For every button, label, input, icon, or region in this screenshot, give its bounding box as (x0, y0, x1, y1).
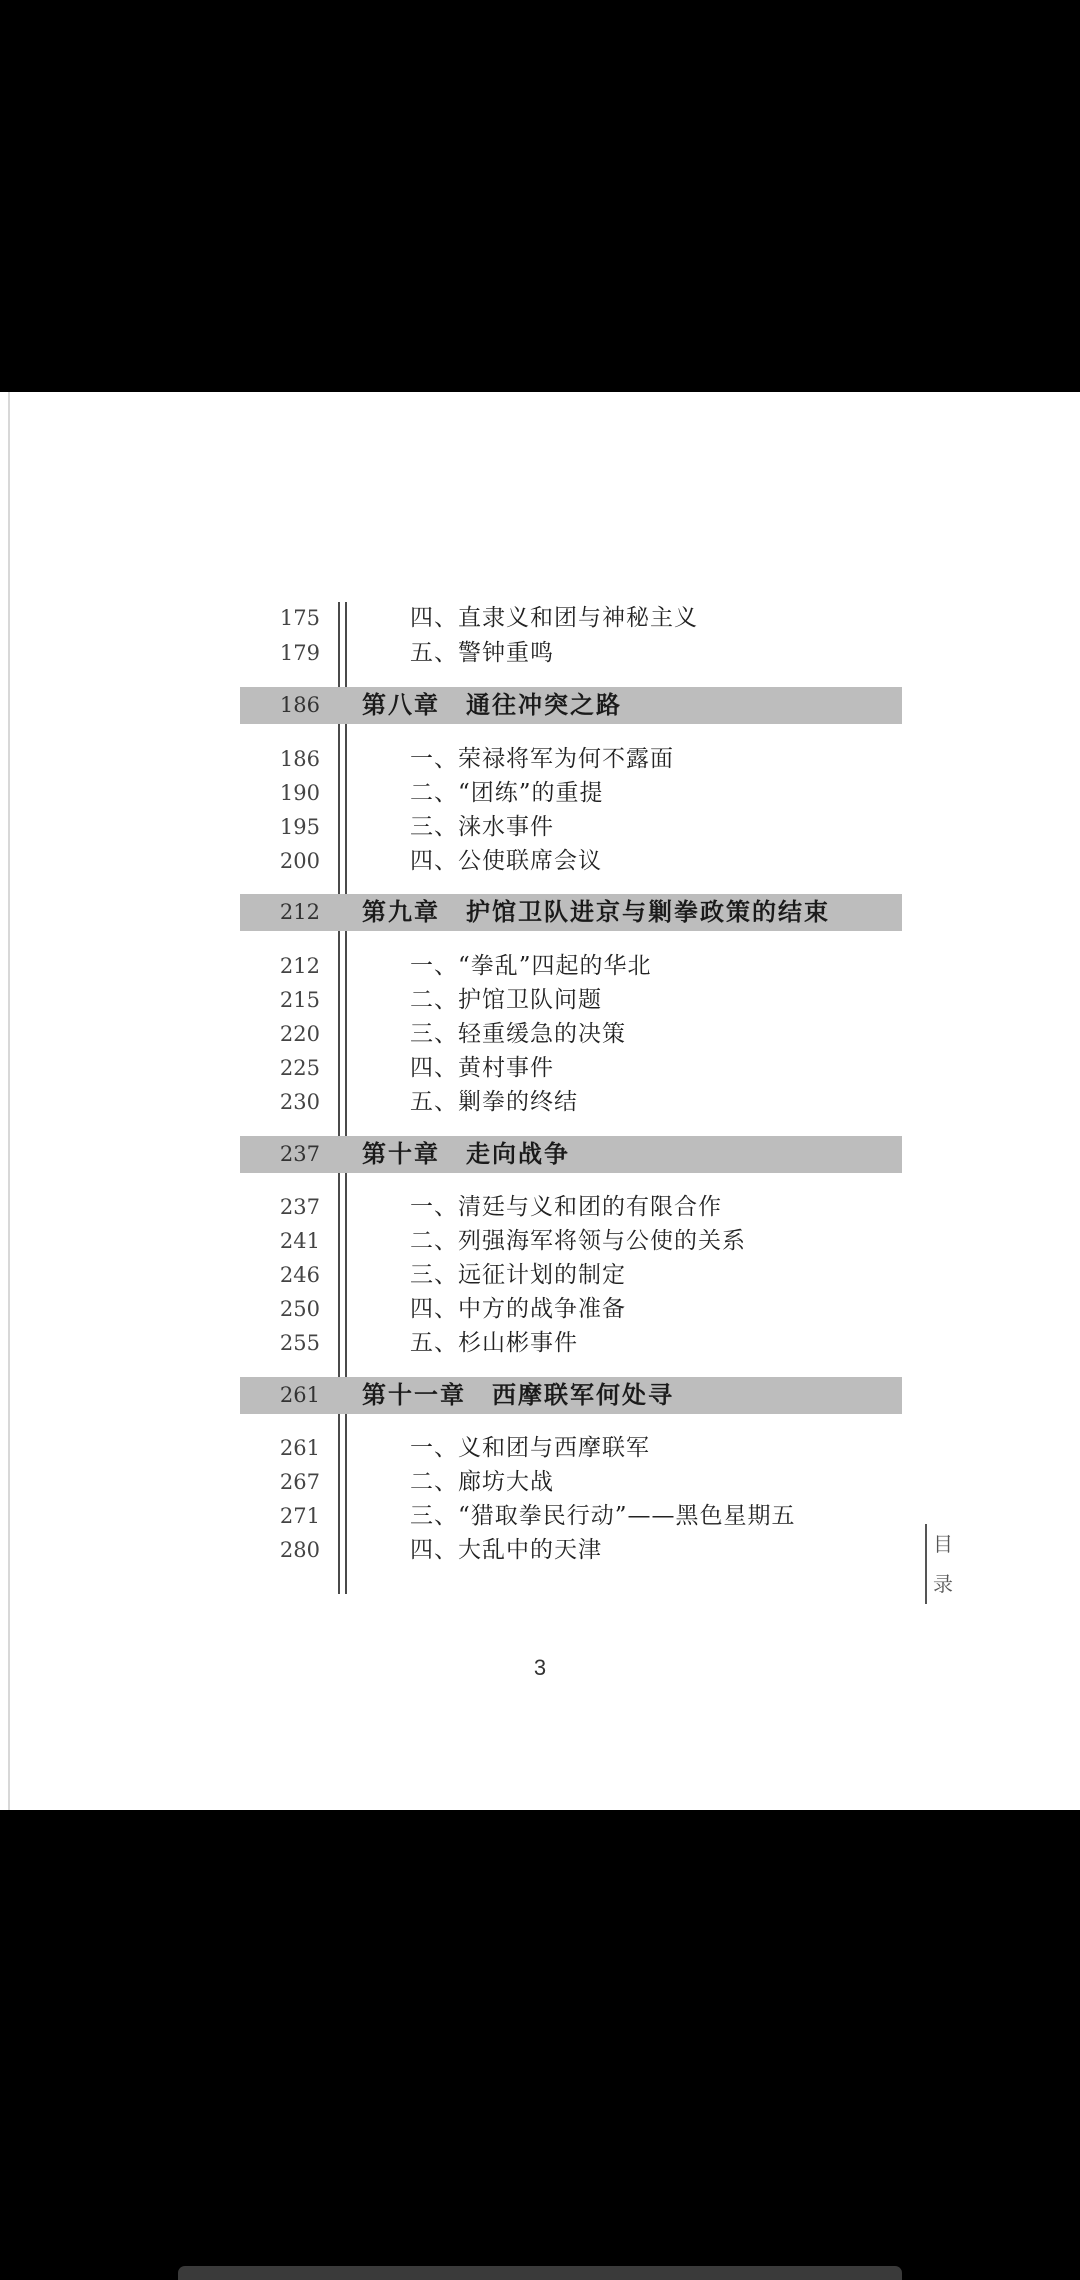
toc-entry[interactable] (0, 601, 1080, 635)
chapter-page: 237 (279, 1142, 320, 1166)
toc-entry-page: 186 (279, 747, 320, 771)
gesture-bar[interactable] (178, 2266, 902, 2280)
toc-entry-title: 三、轻重缓急的决策 (410, 1021, 626, 1047)
toc-entry-title: 四、黄村事件 (410, 1055, 554, 1081)
chapter-title: 第十一章 西摩联军何处寻 (362, 1381, 674, 1409)
toc-entry-title: 四、公使联席会议 (410, 848, 602, 874)
toc-entry[interactable] (0, 1051, 1080, 1085)
toc-entry-title: 三、涞水事件 (410, 814, 554, 840)
chapter-title: 第八章 通往冲突之路 (362, 691, 622, 719)
chapter-heading-11[interactable] (240, 1377, 902, 1414)
toc-entry-title: 四、直隶义和团与神秘主义 (410, 605, 698, 631)
toc-entry[interactable] (0, 844, 1080, 878)
toc-entry-page: 246 (279, 1263, 320, 1287)
toc-entry-title: 三、远征计划的制定 (410, 1262, 626, 1288)
toc-entry[interactable] (0, 776, 1080, 810)
chapter-page: 212 (279, 900, 320, 924)
toc-entry-page: 175 (279, 606, 320, 630)
toc-entry[interactable] (0, 1326, 1080, 1360)
toc-entry[interactable] (0, 983, 1080, 1017)
toc-entry[interactable] (0, 1224, 1080, 1258)
toc-entry-page: 195 (279, 815, 320, 839)
toc-entry-title: 五、杉山彬事件 (410, 1330, 578, 1356)
chapter-title: 第九章 护馆卫队进京与剿拳政策的结束 (362, 898, 830, 926)
chapter-heading-9[interactable] (240, 894, 902, 931)
toc-entry-page: 212 (279, 954, 320, 978)
side-section-label (925, 1524, 963, 1604)
toc-entry[interactable] (0, 742, 1080, 776)
toc-entry[interactable] (0, 810, 1080, 844)
toc-entry-title: 二、廊坊大战 (410, 1469, 554, 1495)
toc-entry-title: 二、列强海军将领与公使的关系 (410, 1228, 746, 1254)
toc-entry[interactable] (0, 1085, 1080, 1119)
toc-entry-page: 241 (279, 1229, 320, 1253)
chapter-title: 第十章 走向战争 (362, 1140, 570, 1168)
toc-entry[interactable] (0, 1533, 1080, 1567)
toc-entry-page: 261 (279, 1436, 320, 1460)
toc-entry-title: 五、警钟重鸣 (410, 640, 554, 666)
toc-entry-title: 二、护馆卫队问题 (410, 987, 602, 1013)
toc-entry-title: 一、清廷与义和团的有限合作 (410, 1194, 722, 1220)
toc-entry-page: 237 (279, 1195, 320, 1219)
chapter-heading-10[interactable] (240, 1136, 902, 1173)
toc-entry[interactable] (0, 1190, 1080, 1224)
toc-entry-page: 280 (279, 1538, 320, 1562)
toc-entry-page: 255 (279, 1331, 320, 1355)
toc-entry-page: 230 (279, 1090, 320, 1114)
toc-entry-page: 190 (279, 781, 320, 805)
toc-entry-title: 五、剿拳的终结 (410, 1089, 578, 1115)
toc-entry[interactable] (0, 949, 1080, 983)
toc-entry-title: 一、义和团与西摩联军 (410, 1435, 650, 1461)
toc-entry-page: 271 (279, 1504, 320, 1528)
toc-entry[interactable] (0, 1017, 1080, 1051)
toc-entry-title: 四、大乱中的天津 (410, 1537, 602, 1563)
toc-entry[interactable] (0, 1465, 1080, 1499)
toc-entry-page: 250 (279, 1297, 320, 1321)
toc-entry-title: 一、“拳乱”四起的华北 (410, 953, 652, 979)
toc-entry-title: 四、中方的战争准备 (410, 1296, 626, 1322)
side-label-char: 录 (933, 1572, 953, 1596)
toc-entry-title: 一、荣禄将军为何不露面 (410, 746, 674, 772)
side-label-char: 目 (933, 1532, 953, 1556)
toc-entry-page: 267 (279, 1470, 320, 1494)
page-number: 3 (533, 1655, 547, 1680)
toc-entry-page: 179 (279, 641, 320, 665)
toc-entry[interactable] (0, 1431, 1080, 1465)
toc-entry[interactable] (0, 636, 1080, 670)
toc-entry-title: 二、“团练”的重提 (410, 780, 604, 806)
chapter-page: 186 (279, 693, 320, 717)
book-page (0, 392, 1080, 1810)
toc-entry[interactable] (0, 1258, 1080, 1292)
toc-entry-title: 三、“猎取拳民行动”——黑色星期五 (410, 1503, 796, 1529)
toc-entry-page: 215 (279, 988, 320, 1012)
toc-entry[interactable] (0, 1499, 1080, 1533)
toc-entry-page: 225 (279, 1056, 320, 1080)
chapter-page: 261 (279, 1383, 320, 1407)
toc-entry-page: 220 (279, 1022, 320, 1046)
toc-entry[interactable] (0, 1292, 1080, 1326)
toc-entry-page: 200 (279, 849, 320, 873)
chapter-heading-8[interactable] (240, 687, 902, 724)
